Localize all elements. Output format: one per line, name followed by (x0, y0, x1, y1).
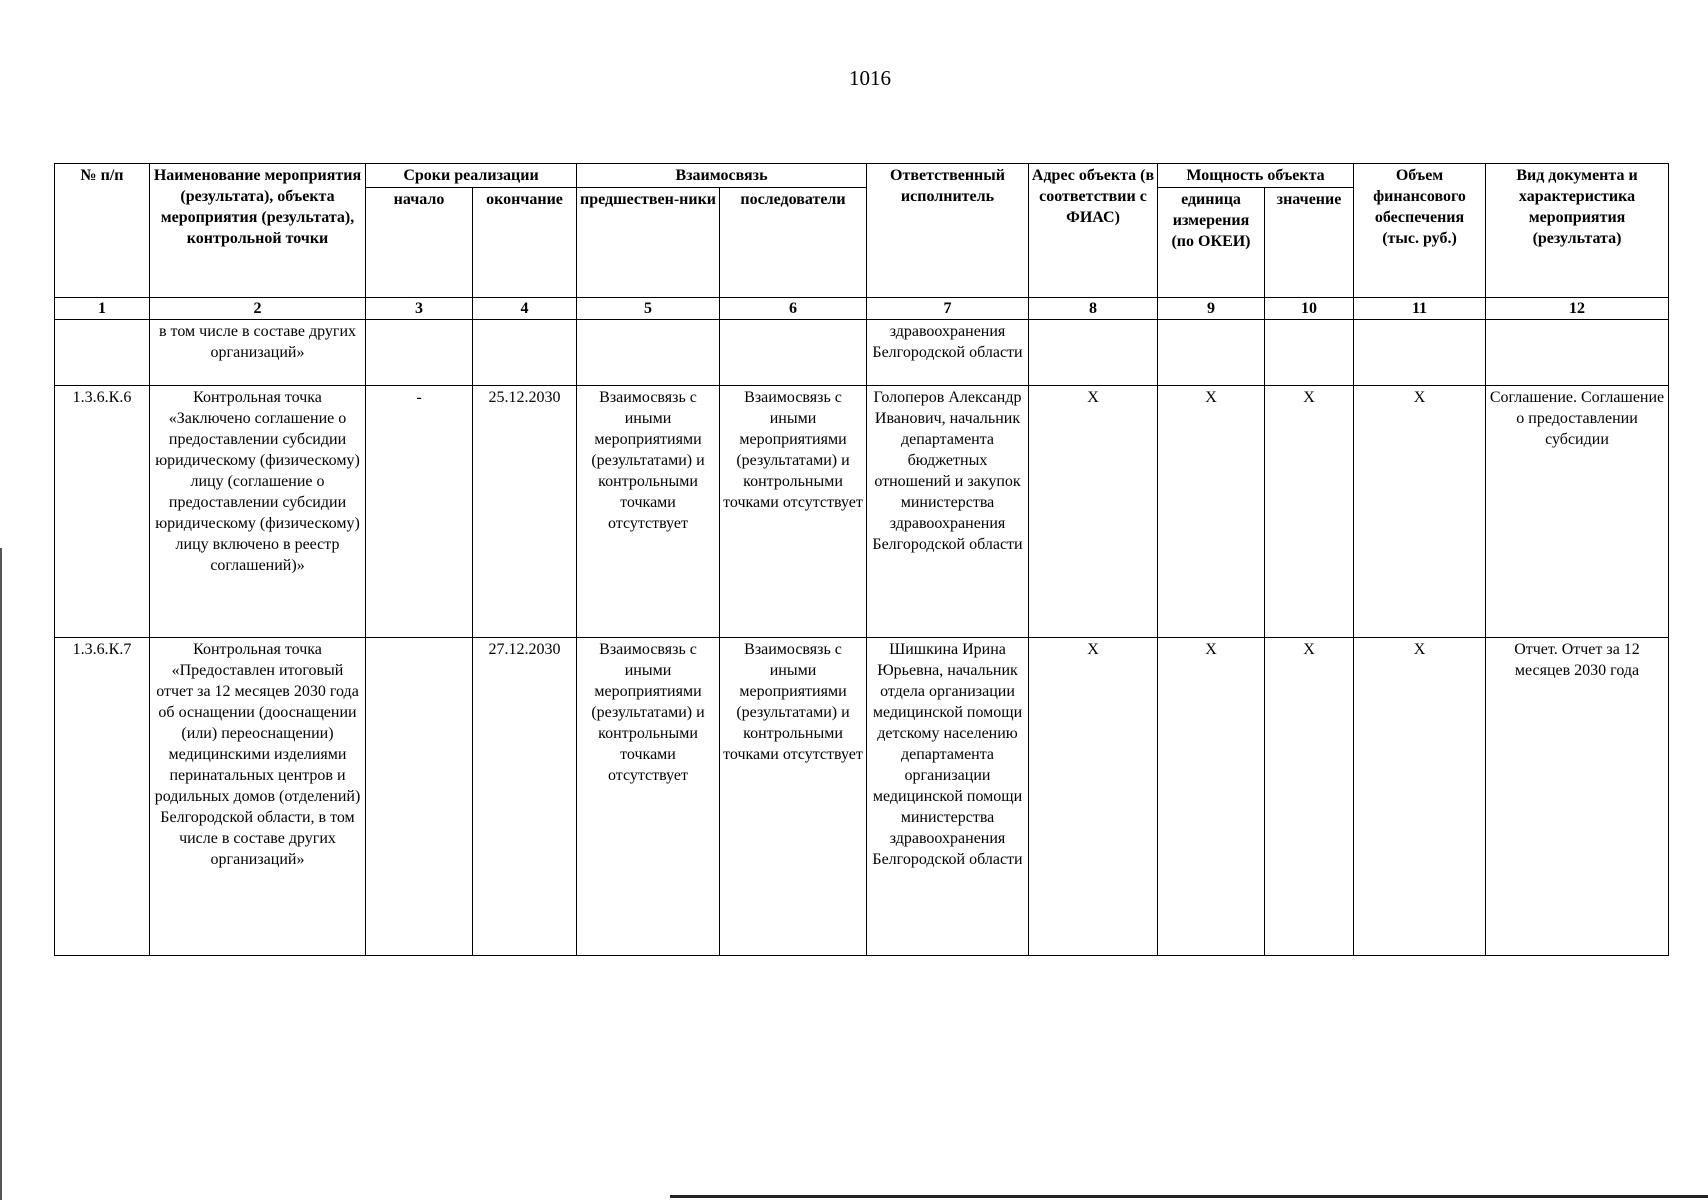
header-capacity-group: Мощность объекта (1158, 164, 1354, 188)
column-number: 7 (867, 298, 1029, 320)
plan-table (54, 163, 1669, 956)
scan-edge-bottom (670, 1195, 1708, 1198)
header-links-group: Взаимосвязь (577, 164, 867, 188)
row-responsible: Шишкина Ирина Юрьевна, начальник отдела организации медицинской помощи детскому населению департамента организации медицинской помощи министерства здравоохранения Белгородской области (867, 638, 1029, 956)
header-start: начало (366, 188, 473, 298)
header-responsible: Ответственный исполнитель (867, 164, 1029, 298)
column-number: 1 (55, 298, 150, 320)
row-number: 1.3.6.К.6 (55, 386, 150, 638)
column-number: 12 (1486, 298, 1669, 320)
header-successors: последователи (720, 188, 867, 298)
row-document: Отчет. Отчет за 12 месяцев 2030 года (1486, 638, 1669, 956)
column-number: 9 (1158, 298, 1265, 320)
header-terms-group: Сроки реализации (366, 164, 577, 188)
row-number: 1.3.6.К.7 (55, 638, 150, 956)
header-name: Наименование мероприятия (результата), объекта мероприятия (результата), контрольной точки (150, 164, 366, 298)
row-document (1486, 320, 1669, 386)
row-unit: X (1158, 638, 1265, 956)
row-finance (1354, 320, 1486, 386)
column-number: 8 (1029, 298, 1158, 320)
column-number-row (55, 298, 1669, 320)
row-name: Контрольная точка «Предоставлен итоговый отчет за 12 месяцев 2030 года об оснащении (дооснащении (или) переоснащении) медицинскими изделиями перинатальных центров и родильных домов (отделений) Белгородской области, в том числе в составе других организаций» (150, 638, 366, 956)
row-value: X (1265, 386, 1354, 638)
row-successors (720, 320, 867, 386)
scan-edge-left (0, 548, 2, 1200)
header-value: значение (1265, 188, 1354, 298)
header-address: Адрес объекта (в соответствии с ФИАС) (1029, 164, 1158, 298)
column-number: 2 (150, 298, 366, 320)
row-end: 27.12.2030 (473, 638, 577, 956)
header-unit: единица измерения (по ОКЕИ) (1158, 188, 1265, 298)
column-number: 10 (1265, 298, 1354, 320)
column-number: 4 (473, 298, 577, 320)
row-start (366, 320, 473, 386)
row-end: 25.12.2030 (473, 386, 577, 638)
row-successors: Взаимосвязь с иными мероприятиями (результатами) и контрольными точками отсутствует (720, 638, 867, 956)
row-finance: X (1354, 638, 1486, 956)
header-number: № п/п (55, 164, 150, 298)
row-unit (1158, 320, 1265, 386)
column-number: 11 (1354, 298, 1486, 320)
table-row (55, 386, 1669, 638)
header-document: Вид документа и характеристика мероприятия (результата) (1486, 164, 1669, 298)
row-address (1029, 320, 1158, 386)
row-end (473, 320, 577, 386)
table-row (55, 320, 1669, 386)
header-row-1 (55, 164, 1669, 188)
row-value (1265, 320, 1354, 386)
header-predecessors: предшествен-ники (577, 188, 720, 298)
row-address: X (1029, 386, 1158, 638)
row-finance: X (1354, 386, 1486, 638)
row-address: X (1029, 638, 1158, 956)
row-successors: Взаимосвязь с иными мероприятиями (результатами) и контрольными точками отсутствует (720, 386, 867, 638)
row-start: - (366, 386, 473, 638)
row-start (366, 638, 473, 956)
row-responsible: здравоохранения Белгородской области (867, 320, 1029, 386)
row-name: в том числе в составе других организаций» (150, 320, 366, 386)
header-finance: Объем финансового обеспечения (тыс. руб.) (1354, 164, 1486, 298)
table-row (55, 638, 1669, 956)
row-name: Контрольная точка «Заключено соглашение о предоставлении субсидии юридическому (физическому) лицу (соглашение о предоставлении субсидии юридическому (физическому) лицу включено в реестр соглашений)» (150, 386, 366, 638)
column-number: 5 (577, 298, 720, 320)
page-number: 1016 (849, 66, 891, 90)
row-responsible: Голоперов Александр Иванович, начальник департамента бюджетных отношений и закупок министерства здравоохранения Белгородской области (867, 386, 1029, 638)
column-number: 6 (720, 298, 867, 320)
row-predecessors (577, 320, 720, 386)
row-number (55, 320, 150, 386)
row-document: Соглашение. Соглашение о предоставлении субсидии (1486, 386, 1669, 638)
row-predecessors: Взаимосвязь с иными мероприятиями (результатами) и контрольными точками отсутствует (577, 638, 720, 956)
row-predecessors: Взаимосвязь с иными мероприятиями (результатами) и контрольными точками отсутствует (577, 386, 720, 638)
column-number: 3 (366, 298, 473, 320)
row-value: X (1265, 638, 1354, 956)
row-unit: X (1158, 386, 1265, 638)
header-end: окончание (473, 188, 577, 298)
